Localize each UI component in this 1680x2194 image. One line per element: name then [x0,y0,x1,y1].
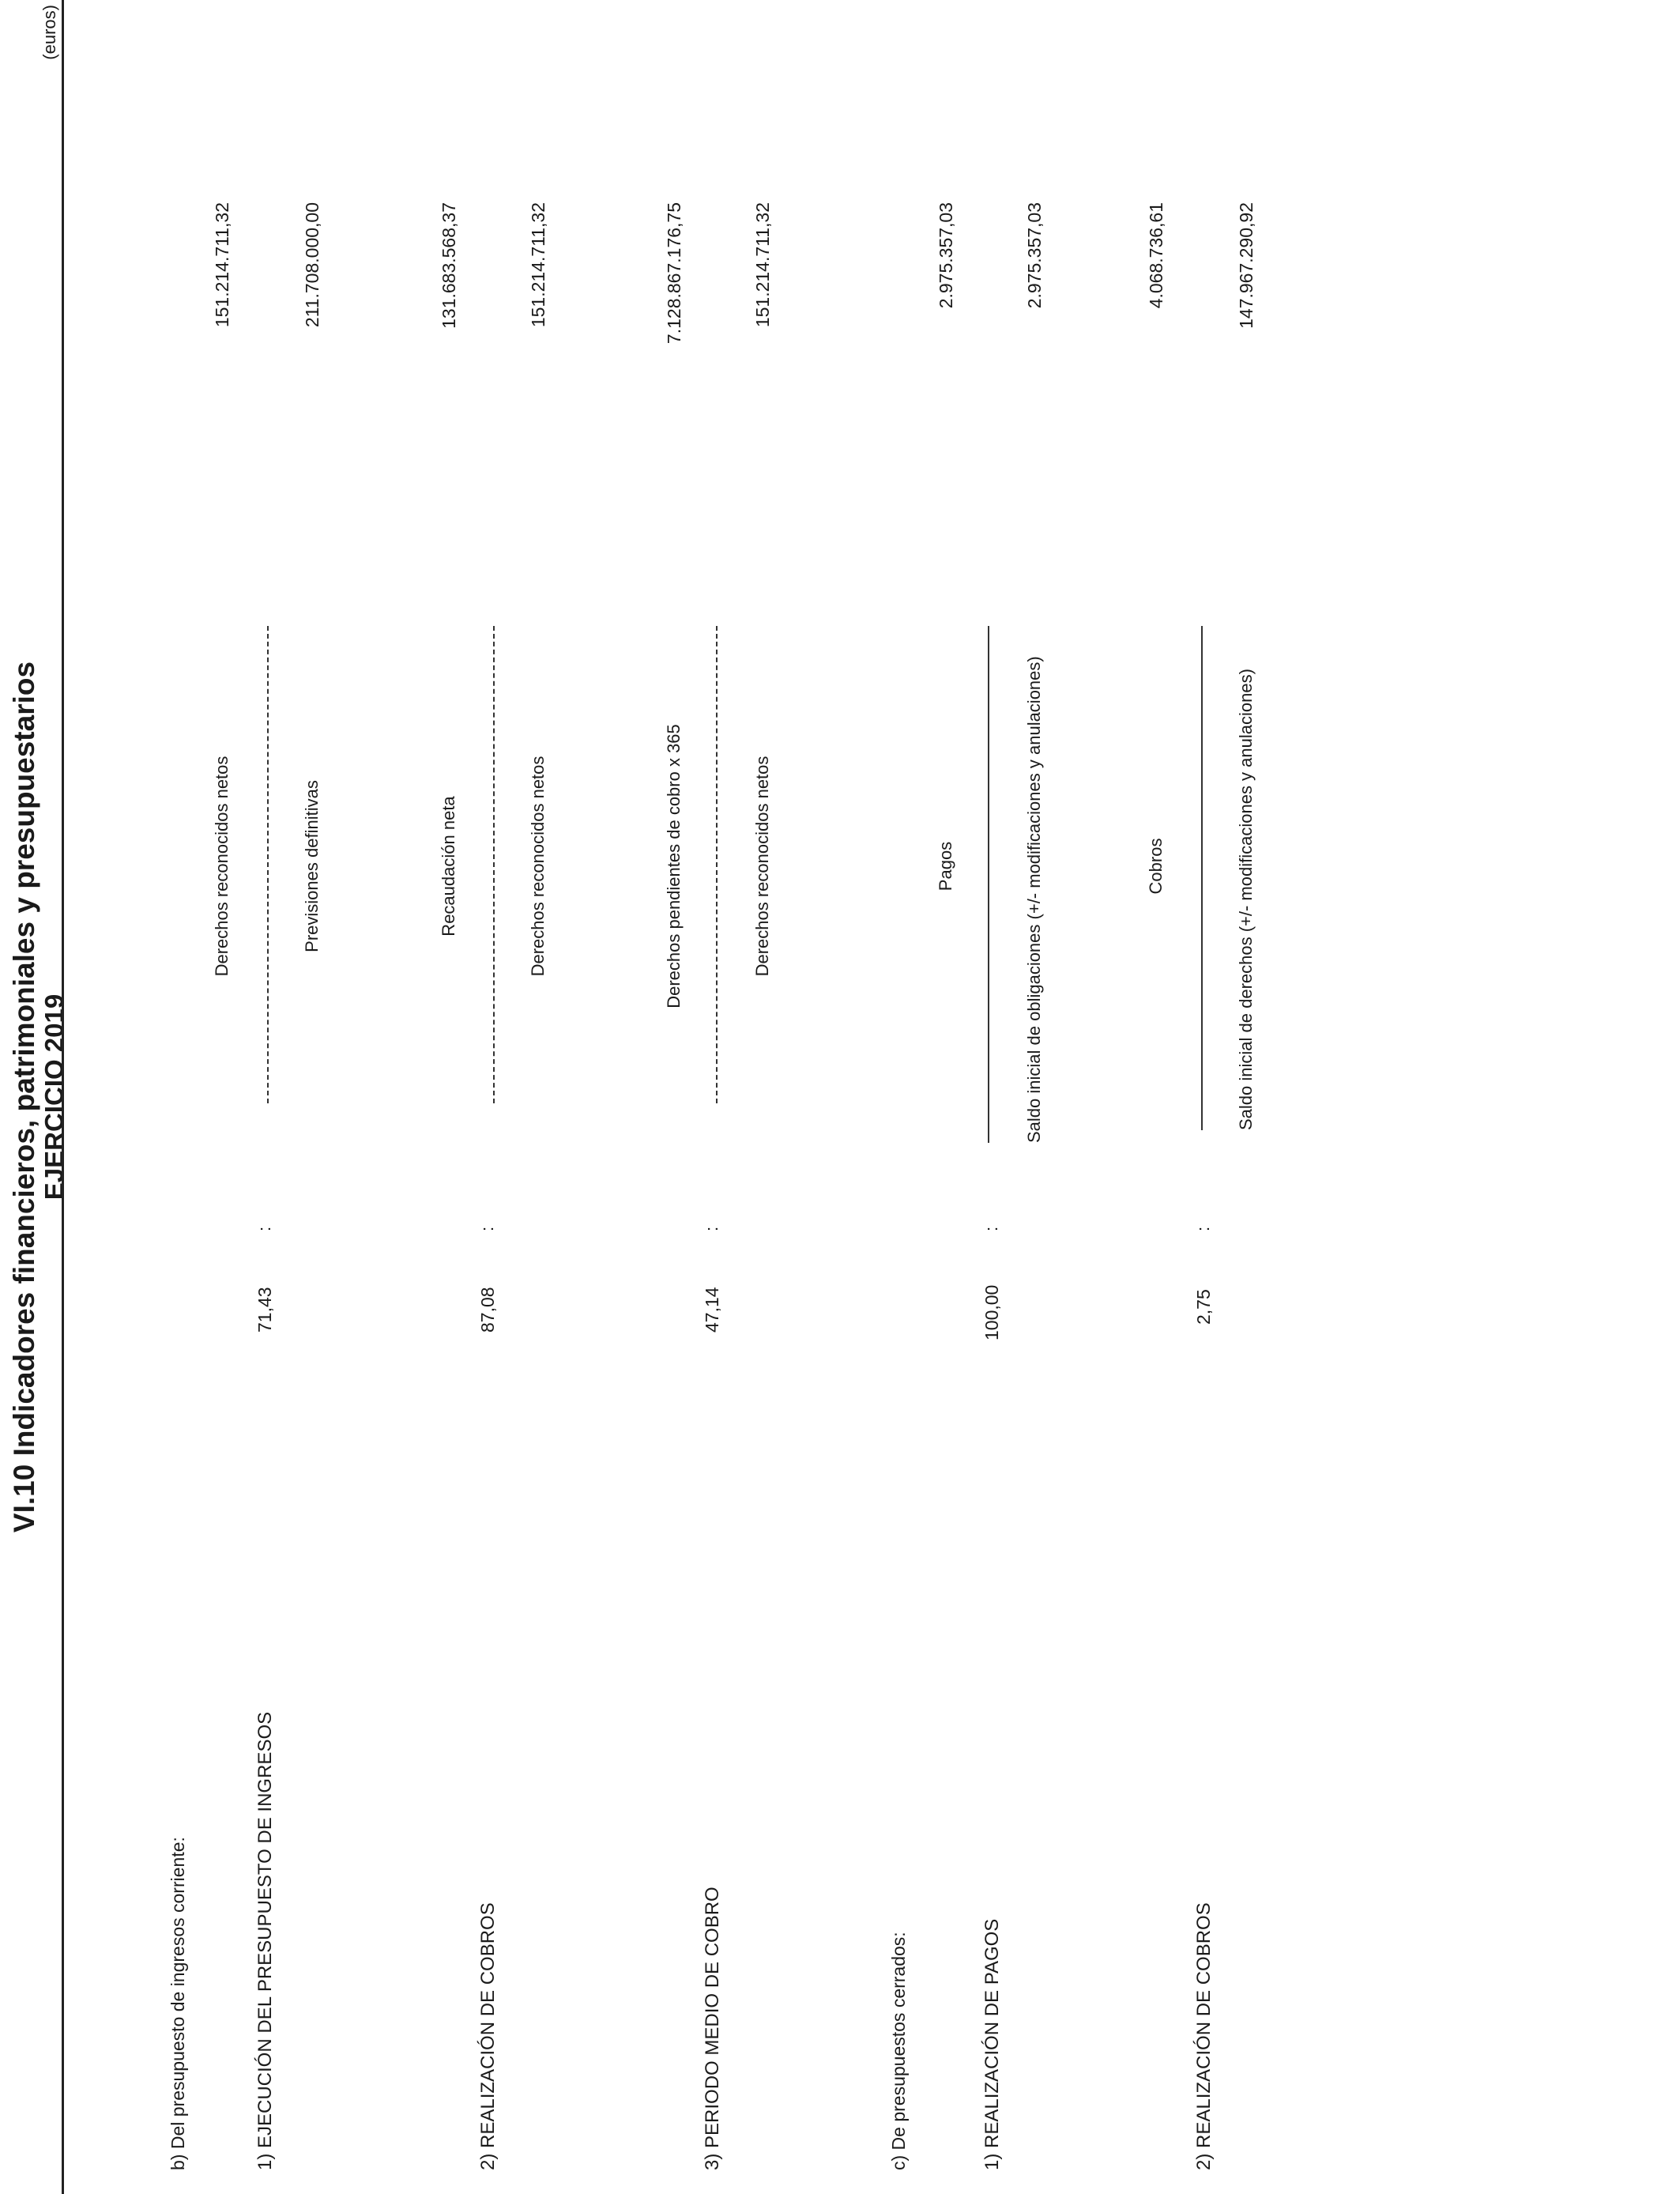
indicator-colon: : [702,1226,721,1231]
page-subtitle: EJERCICIO 2019 [40,993,69,1201]
header-rule [62,0,64,2194]
denominator-value: 151.214.711,32 [528,202,548,328]
denominator-label: Saldo inicial de obligaciones (+/- modificaciones y anulaciones) [1024,656,1044,1143]
numerator-value: 151.214.711,32 [212,202,232,328]
denominator-value: 151.214.711,32 [752,202,773,328]
denominator-value: 2.975.357,03 [1024,202,1045,309]
numerator-label: Derechos pendientes de cobro x 365 [664,724,684,1008]
numerator-value: 2.975.357,03 [936,202,956,309]
numerator-value: 131.683.568,37 [439,202,459,329]
indicator-label: 2) REALIZACIÓN DE COBROS [477,1902,499,2170]
numerator-value: 7.128.867.176,75 [664,202,684,345]
page-title: VI.10 Indicadores financieros, patrimoniales y presupuestarios [8,661,40,1533]
units-label: (euros) [40,5,59,60]
denominator-value: 211.708.000,00 [302,202,322,328]
numerator-label: Pagos [936,841,955,892]
numerator-label: Recaudación neta [439,796,458,937]
indicator-ratio: 2,75 [1193,1289,1214,1325]
section-b-label: b) Del presupuesto de ingresos corriente: [168,1837,188,2170]
fraction-line [267,626,269,1103]
fraction-line [1201,626,1203,1130]
denominator-label: Previsiones definitivas [302,780,322,952]
indicator-label: 1) EJECUCIÓN DEL PRESUPUESTO DE INGRESOS [254,1711,276,2170]
denominator-label: Derechos reconocidos netos [528,756,548,977]
indicator-ratio: 47,14 [702,1287,722,1333]
fraction-line [716,626,718,1103]
fraction-line [988,626,989,1143]
indicator-label: 1) REALIZACIÓN DE PAGOS [981,1918,1003,2170]
fraction-line [493,626,495,1103]
indicator-ratio: 71,43 [254,1287,275,1333]
numerator-value: 4.068.736,61 [1146,202,1166,309]
denominator-value: 147.967.290,92 [1236,202,1256,329]
indicator-ratio: 100,00 [981,1284,1002,1340]
indicator-colon: : [254,1226,274,1231]
numerator-label: Cobros [1146,838,1166,895]
indicator-ratio: 87,08 [477,1287,498,1333]
section-c-label: c) De presupuestos cerrados: [888,1932,909,2170]
indicator-label: 3) PERIODO MEDIO DE COBRO [702,1887,723,2170]
numerator-label: Derechos reconocidos netos [212,756,232,977]
indicator-colon: : [477,1226,497,1231]
indicator-colon: : [1193,1226,1213,1231]
indicator-label: 2) REALIZACIÓN DE COBROS [1193,1902,1215,2170]
denominator-label: Saldo inicial de derechos (+/- modificaciones y anulaciones) [1236,669,1256,1130]
denominator-label: Derechos reconocidos netos [752,756,772,977]
indicator-colon: : [981,1226,1001,1231]
